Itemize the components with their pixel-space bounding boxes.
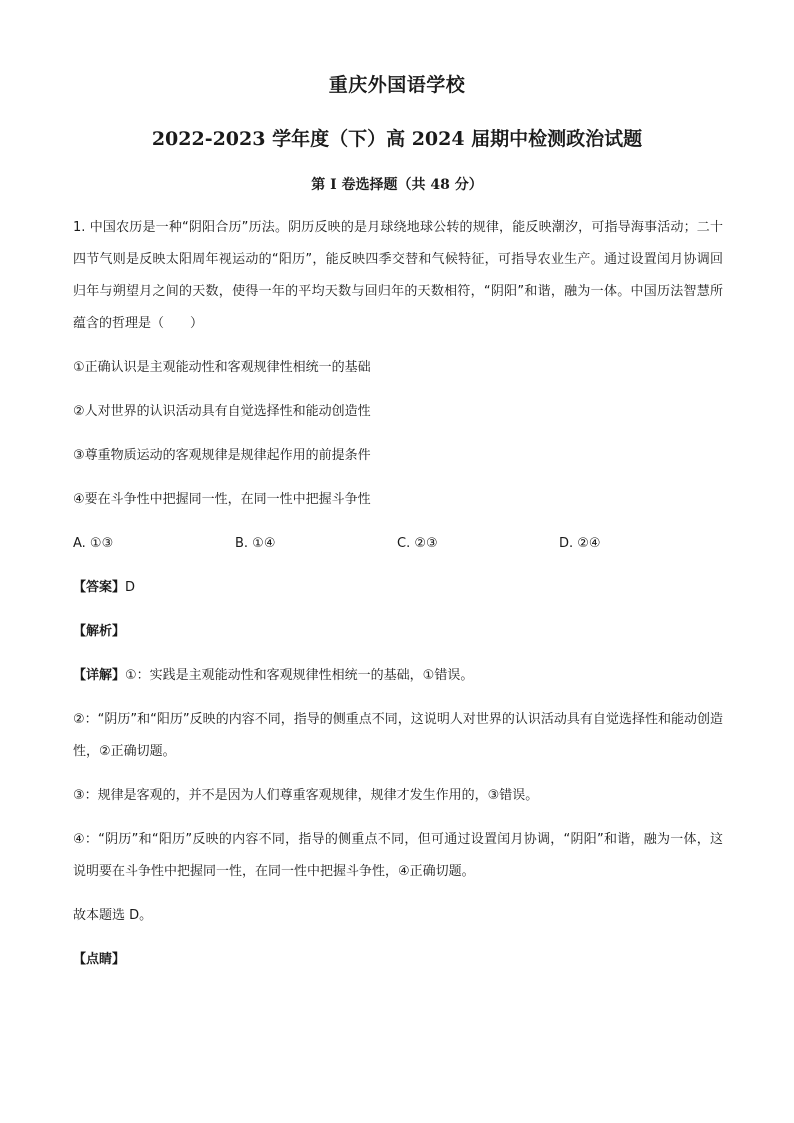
detail-tag: 【详解】 bbox=[73, 668, 126, 683]
analysis-heading bbox=[73, 616, 723, 648]
statement-2: ②人对世界的认识活动具有自觉选择性和能动创造性 bbox=[73, 404, 371, 419]
answer-tag: 【答案】 bbox=[73, 580, 126, 595]
section-heading: 第 I 卷选择题（共 48 分） bbox=[311, 177, 483, 193]
conclusion-line: 故本题选 D。 bbox=[73, 908, 153, 923]
exam-title: 2022-2023 学年度（下）高 2024 届期中检测政治试题 bbox=[151, 128, 643, 150]
statement-3: ③尊重物质运动的客观规律是规律起作用的前提条件 bbox=[73, 448, 371, 463]
statement-1: ①正确认识是主观能动性和客观规律性相统一的基础 bbox=[73, 360, 371, 375]
comment-tag: 【点睛】 bbox=[73, 952, 126, 967]
question-stem: 1. 中国农历是一种“阴阳合历”历法。阴历反映的是月球绕地球公转的规律，能反映潮汐，可指导海事活动；二十四节气则是反映太阳周年视运动的“阳历”，能反映四季交替和气候特征，可指导农业生产。通过设置闰月协调回归年与朔望月之间的天数，使得一年的平均天数与回归年的天数相符，“阴阳”和谐，融为一体。中国历法智慧所蕴含的哲理是（ ） bbox=[73, 220, 723, 331]
statement-4: ④要在斗争性中把握同一性，在同一性中把握斗争性 bbox=[73, 492, 371, 507]
answer-options bbox=[73, 528, 723, 560]
question-body bbox=[73, 212, 723, 988]
detail-line-2: ②：“阴历”和“阳历”反映的内容不同，指导的侧重点不同，这说明人对世界的认识活动具有自觉选择性和能动创造性，②正确切题。 bbox=[73, 712, 723, 759]
detail-line-3: ③：规律是客观的，并不是因为人们尊重客观规律，规律才发生作用的，③错误。 bbox=[73, 788, 539, 803]
answer-line bbox=[73, 572, 723, 604]
analysis-tag: 【解析】 bbox=[73, 624, 126, 639]
detail-text-1: ①：实践是主观能动性和客观规律性相统一的基础，①错误。 bbox=[125, 668, 474, 683]
detail-line-1 bbox=[73, 660, 723, 692]
answer-value: D bbox=[125, 580, 136, 595]
option-a: A. ①③ bbox=[73, 536, 114, 551]
school-name: 重庆外国语学校 bbox=[328, 74, 466, 96]
option-d: D. ②④ bbox=[559, 536, 601, 551]
option-c: C. ②③ bbox=[397, 536, 438, 551]
detail-line-4: ④：“阴历”和“阳历”反映的内容不同，指导的侧重点不同，但可通过设置闰月协调，“阴阳”和谐，融为一体，这说明要在斗争性中把握同一性，在同一性中把握斗争性，④正确切题。 bbox=[73, 832, 723, 879]
comment-heading bbox=[73, 944, 723, 976]
option-b: B. ①④ bbox=[235, 536, 276, 551]
